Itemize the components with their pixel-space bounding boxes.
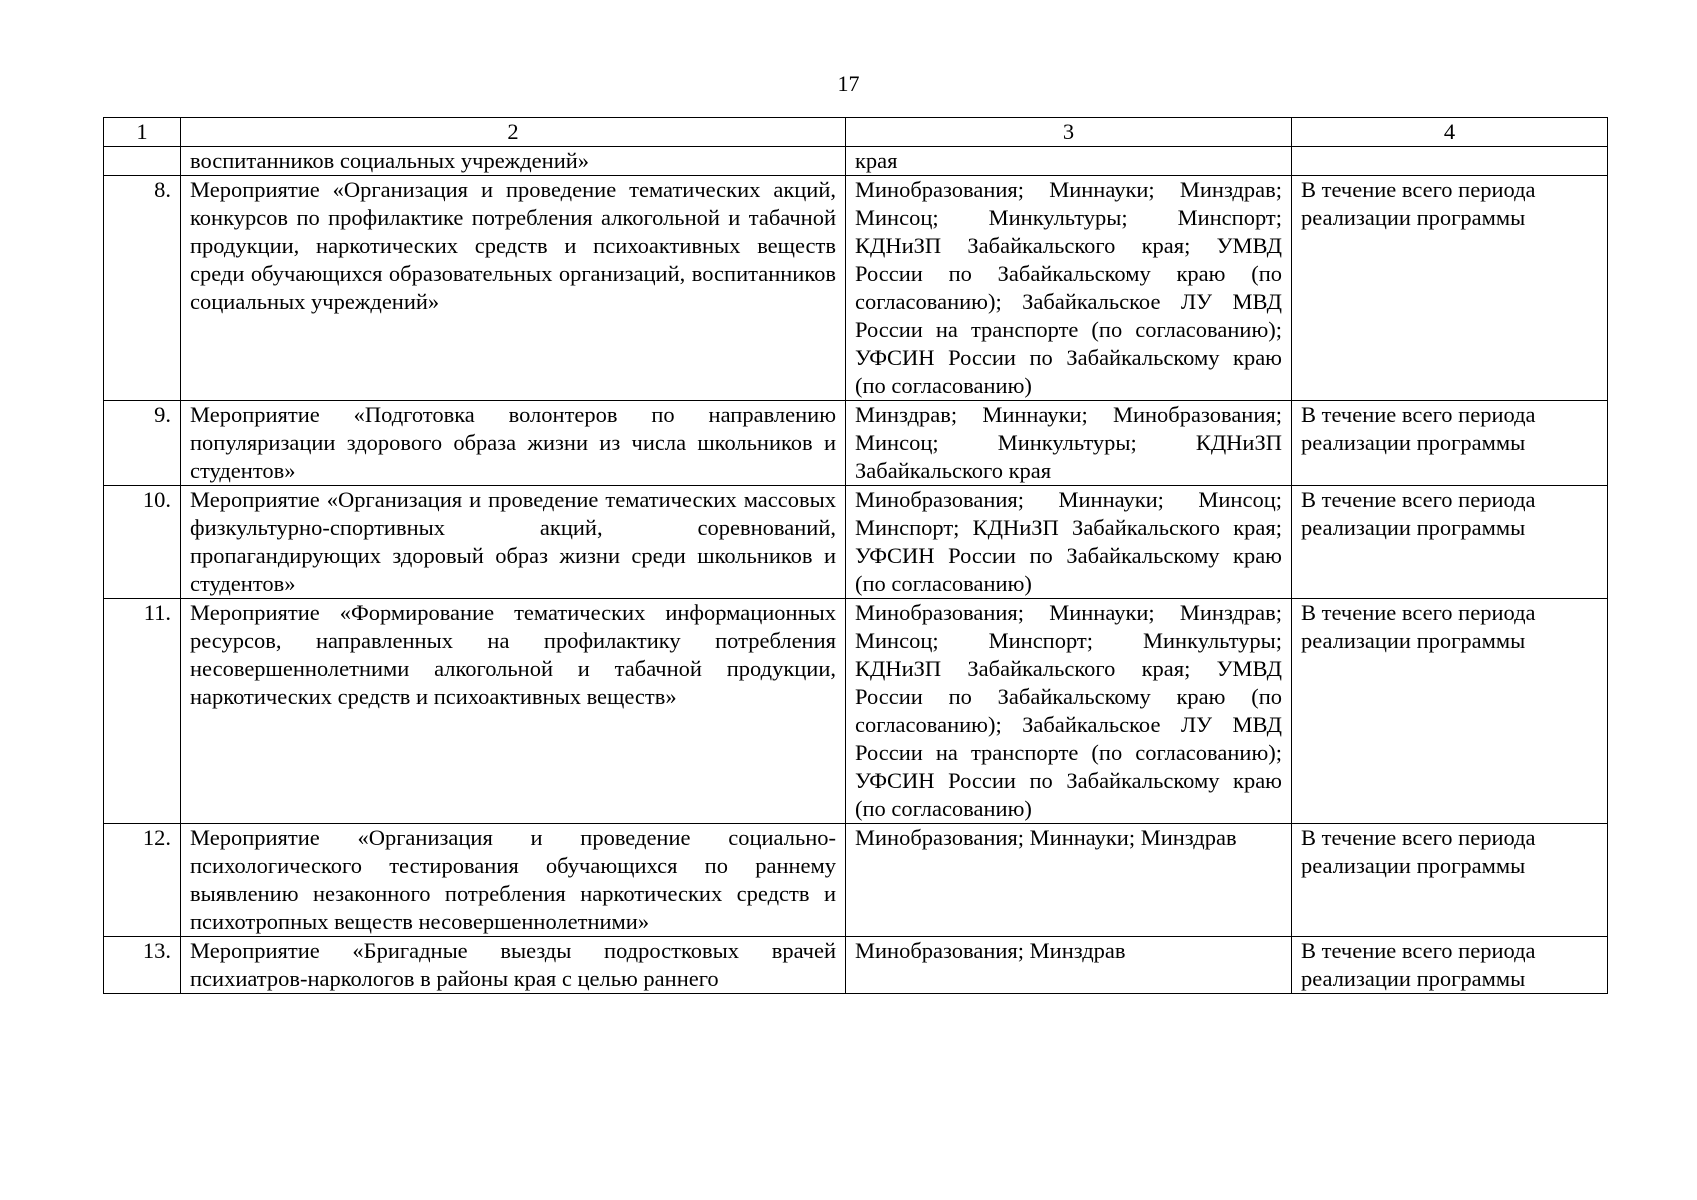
table-row — [104, 599, 1608, 824]
continuation-num — [104, 147, 181, 176]
period-cell: В течение всего периода реализации программы — [1292, 824, 1608, 937]
continuation-row — [104, 147, 1608, 176]
table-row — [104, 486, 1608, 599]
continuation-executors: края — [846, 147, 1292, 176]
continuation-period — [1292, 147, 1608, 176]
executors-cell: Минобразования; Минздрав — [846, 937, 1292, 994]
period-cell: В течение всего периода реализации программы — [1292, 176, 1608, 401]
continuation-activity: воспитанников социальных учреждений» — [181, 147, 846, 176]
table-row — [104, 401, 1608, 486]
executors-cell: Минобразования; Миннауки; Минздрав — [846, 824, 1292, 937]
page-number: 17 — [837, 71, 860, 96]
table-row — [104, 937, 1608, 994]
period-cell: В течение всего периода реализации программы — [1292, 937, 1608, 994]
row-number: 11. — [104, 599, 181, 824]
period-cell: В течение всего периода реализации программы — [1292, 599, 1608, 824]
row-number: 8. — [104, 176, 181, 401]
header-col-1: 1 — [104, 118, 181, 147]
period-cell: В течение всего периода реализации программы — [1292, 401, 1608, 486]
row-number: 10. — [104, 486, 181, 599]
activity-cell: Мероприятие «Организация и проведение тематических акций, конкурсов по профилактике потребления алкогольной и табачной продукции, наркотических средств и психоактивных веществ среди обучающихся образовательных организаций, воспитанников социальных учреждений» — [181, 176, 846, 401]
row-number: 9. — [104, 401, 181, 486]
activity-cell: Мероприятие «Подготовка волонтеров по направлению популяризации здорового образа жизни из числа школьников и студентов» — [181, 401, 846, 486]
header-col-3: 3 — [846, 118, 1292, 147]
row-number: 13. — [104, 937, 181, 994]
table-row — [104, 824, 1608, 937]
activity-cell: Мероприятие «Организация и проведение социально-психологического тестирования обучающихся по раннему выявлению незаконного потребления наркотических средств и психотропных веществ несовершеннолетними» — [181, 824, 846, 937]
executors-cell: Минздрав; Миннауки; Минобразования; Минсоц; Минкультуры; КДНиЗП Забайкальского края — [846, 401, 1292, 486]
activities-table — [103, 117, 1608, 994]
activity-cell: Мероприятие «Организация и проведение тематических массовых физкультурно-спортивных акций, соревнований, пропагандирующих здоровый образ жизни среди школьников и студентов» — [181, 486, 846, 599]
period-cell: В течение всего периода реализации программы — [1292, 486, 1608, 599]
table-header-row — [104, 118, 1608, 147]
activity-cell: Мероприятие «Формирование тематических информационных ресурсов, направленных на профилактику потребления несовершеннолетними алкогольной и табачной продукции, наркотических средств и психоактивных веществ» — [181, 599, 846, 824]
executors-cell: Минобразования; Миннауки; Минздрав; Минсоц; Минкультуры; Минспорт; КДНиЗП Забайкальского края; УМВД России по Забайкальскому краю (по согласованию); Забайкальское ЛУ МВД России на транспорте (по согласованию); УФСИН России по Забайкальскому краю (по согласованию) — [846, 176, 1292, 401]
executors-cell: Минобразования; Миннауки; Минсоц; Минспорт; КДНиЗП Забайкальского края; УФСИН России по Забайкальскому краю (по согласованию) — [846, 486, 1292, 599]
header-col-4: 4 — [1292, 118, 1608, 147]
executors-cell: Минобразования; Миннауки; Минздрав; Минсоц; Минспорт; Минкультуры; КДНиЗП Забайкальского края; УМВД России по Забайкальскому краю (по согласованию); Забайкальское ЛУ МВД России на транспорте (по согласованию); УФСИН России по Забайкальскому краю (по согласованию) — [846, 599, 1292, 824]
header-col-2: 2 — [181, 118, 846, 147]
activity-cell: Мероприятие «Бригадные выезды подростковых врачей психиатров-наркологов в районы края с целью раннего — [181, 937, 846, 994]
row-number: 12. — [104, 824, 181, 937]
table-row — [104, 176, 1608, 401]
